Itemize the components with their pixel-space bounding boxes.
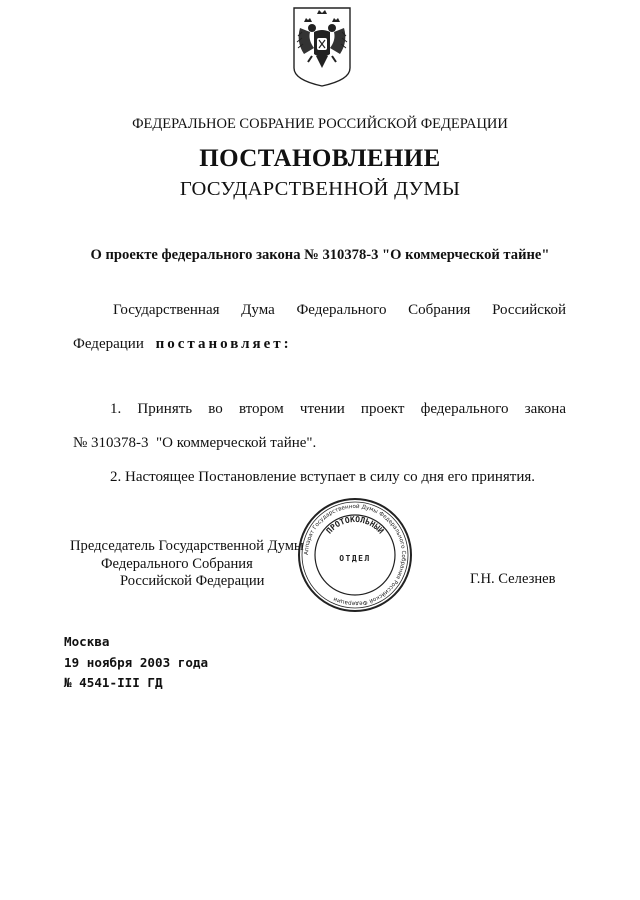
signer-position-line-3: Российской Федерации xyxy=(120,573,265,589)
document-title: ПОСТАНОВЛЕНИЕ xyxy=(199,145,441,172)
footer-city: Москва xyxy=(64,634,110,649)
item-2: 2. Настоящее Постановление вступает в силу со дня его принятия. xyxy=(110,469,536,485)
preamble-prefix: Федерации xyxy=(73,336,144,352)
document-subtitle: ГОСУДАРСТВЕННОЙ ДУМЫ xyxy=(179,178,461,200)
stamp-ring-text: Аппарат Государственной Думы Федерального Собрания Российской Федерации xyxy=(303,503,407,607)
item-1-line-1: 1. Принять во втором чтении проект федерального закона xyxy=(110,401,566,417)
item-1-line-2: № 310378-3 "О коммерческой тайне". xyxy=(73,435,317,451)
russian-coat-of-arms-icon xyxy=(290,6,354,88)
stamp-top-text: ПРОТОКОЛЬНЫЙ xyxy=(324,514,386,536)
organization-name: ФЕДЕРАЛЬНОЕ СОБРАНИЕ РОССИЙСКОЙ ФЕДЕРАЦИИ xyxy=(132,116,508,132)
preamble-line-2 xyxy=(73,336,566,353)
preamble-line-1: Государственная Дума Федерального Собрания Российской xyxy=(113,302,566,318)
signer-name: Г.Н. Селезнев xyxy=(470,571,556,587)
signer-position-line-2: Федерального Собрания xyxy=(101,556,253,572)
footer-registration-number: № 4541-III ГД xyxy=(64,675,163,690)
svg-text:ПРОТОКОЛЬНЫЙ xyxy=(325,515,387,536)
document-subject: О проекте федерального закона № 310378-3 "О коммерческой тайне" xyxy=(90,247,550,263)
signer-position-line-1: Председатель Государственной Думы xyxy=(70,538,304,554)
footer-date: 19 ноября 2003 года xyxy=(64,655,209,670)
decree-word: постановляет: xyxy=(155,336,292,352)
stamp-bottom-text: ОТДЕЛ xyxy=(339,554,371,563)
official-stamp xyxy=(296,496,414,614)
